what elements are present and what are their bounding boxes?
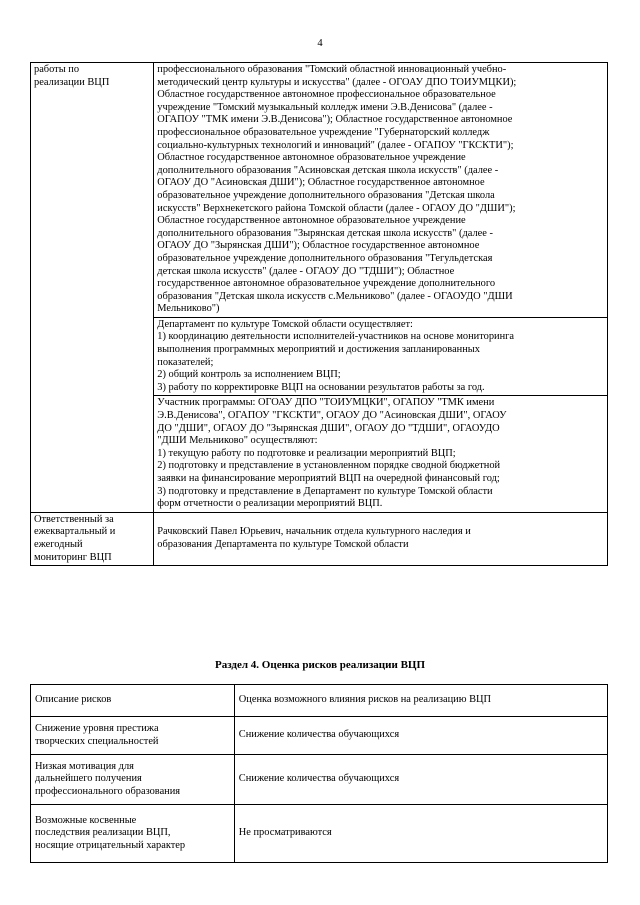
cell-line: социально-культурных технологий и инноваций" (далее - ОГАПОУ "ГКСКТИ"); bbox=[157, 139, 514, 151]
cell-line: Мельниково") bbox=[157, 303, 220, 315]
cell-line: ОГАОУ ДО "Асиновская ДШИ"); Областное государственное автономное bbox=[157, 177, 485, 189]
cell-line: ОГАОУ ДО "Зырянская ДШИ"); Областное государственное автономное bbox=[157, 240, 480, 252]
department-duties-cell bbox=[154, 317, 608, 396]
cell-line: Областное государственное автономное образовательное учреждение bbox=[157, 152, 466, 164]
header-cell: Описание рисков bbox=[31, 685, 235, 717]
cell-line: 1) текущую работу по подготовке и реализации мероприятий ВЦП; bbox=[157, 447, 456, 459]
cell-line: дальнейшего получения bbox=[35, 773, 142, 785]
cell-line: детская школа искусств" (далее - ОГАОУ ДО "ТДШИ"); Областное bbox=[157, 265, 455, 277]
label-cell bbox=[31, 63, 154, 513]
table-row bbox=[31, 63, 608, 318]
risk-cell bbox=[31, 805, 235, 863]
cell-line: мониторинг ВЦП bbox=[34, 551, 112, 563]
cell-line: дополнительного образования "Зырянская детская школа искусств" (далее - bbox=[157, 227, 493, 239]
cell-line: профессионального образования bbox=[35, 785, 181, 797]
cell-line: Департамент по культуре Томской области осуществляет: bbox=[157, 318, 413, 330]
responsible-person-cell bbox=[154, 512, 608, 565]
cell-line: творческих специальностей bbox=[35, 735, 159, 747]
cell-line: ДО "ДШИ", ОГАОУ ДО "Зырянская ДШИ", ОГАОУ ДО "ТДШИ", ОГАОУДО bbox=[157, 422, 500, 434]
cell-line: образовательное учреждение дополнительного образования "Детская школа bbox=[157, 189, 495, 201]
cell-line: ежеквартальный и bbox=[34, 526, 116, 538]
cell-line: методический центр культуры и искусства" (далее - ОГОАУ ДПО ТОИУМЦКИ); bbox=[157, 76, 517, 88]
cell-line: Областное государственное автономное профессиональное образовательное bbox=[157, 89, 496, 101]
participants-cell bbox=[154, 63, 608, 318]
cell-line: Низкая мотивация для bbox=[35, 760, 134, 772]
risks-table bbox=[30, 684, 608, 863]
cell-line: Рачковский Павел Юрьевич, начальник отдела культурного наследия и bbox=[157, 526, 471, 538]
cell-line: образования Департамента по культуре Томской области bbox=[157, 538, 409, 550]
cell-line: профессиональное образовательное учреждение "Губернаторский колледж bbox=[157, 126, 490, 138]
header-cell: Оценка возможного влияния рисков на реализацию ВЦП bbox=[234, 685, 607, 717]
responsibility-table bbox=[30, 62, 608, 566]
cell-line: носящие отрицательный характер bbox=[35, 839, 186, 851]
cell-line: Ответственный за bbox=[34, 513, 114, 525]
cell-line: работы по bbox=[34, 64, 80, 75]
cell-line: Возможные косвенные bbox=[35, 814, 137, 826]
section-title: Раздел 4. Оценка рисков реализации ВЦП bbox=[214, 659, 426, 671]
cell-line: последствия реализации ВЦП, bbox=[35, 827, 171, 839]
cell-line: искусств" Верхнекетского района Томской области (далее - ОГАОУ ДО "ДШИ"); bbox=[157, 202, 516, 214]
cell-line: учреждение "Томский музыкальный колледж имени Э.В.Денисова" (далее - bbox=[157, 101, 493, 113]
cell-line: Участник программы: ОГОАУ ДПО "ТОИУМЦКИ", ОГАПОУ "ТМК имени bbox=[157, 397, 495, 409]
table-row bbox=[31, 512, 608, 565]
cell-line: 3) работу по корректировке ВЦП на основании результатов работы за год. bbox=[157, 381, 485, 393]
cell-line: государственное автономное образовательное учреждение дополнительного bbox=[157, 278, 496, 290]
cell-line: форм отчетности о реализации мероприятий ВЦП. bbox=[157, 498, 383, 510]
cell-line: ОГАПОУ "ТМК имени Э.В.Денисова"); Областное государственное автономное bbox=[157, 114, 513, 126]
cell-line: профессионального образования "Томский областной инновационный учебно- bbox=[157, 64, 507, 75]
cell-line: выполнения программных мероприятий и достижения запланированных bbox=[157, 344, 480, 356]
table-header-row bbox=[31, 685, 608, 717]
cell-line: образовательное учреждение дополнительного образования "Тегульдетская bbox=[157, 252, 493, 264]
risk-cell bbox=[31, 717, 235, 755]
cell-line: 1) координацию деятельности исполнителей-участников на основе мониторинга bbox=[157, 331, 515, 343]
cell-line: 2) подготовку и представление в установленном порядке сводной бюджетной bbox=[157, 460, 501, 472]
cell-line: Э.В.Денисова", ОГАПОУ "ГКСКТИ", ОГАОУ ДО "Асиновская ДШИ", ОГАОУ bbox=[157, 410, 507, 422]
cell-line: Областное государственное автономное образовательное учреждение bbox=[157, 215, 466, 227]
cell-line: "ДШИ Мельниково" осуществляют: bbox=[157, 435, 318, 447]
cell-line: Снижение уровня престижа bbox=[35, 722, 159, 734]
impact-cell: Снижение количества обучающихся bbox=[234, 717, 607, 755]
participant-duties-cell bbox=[154, 396, 608, 512]
cell-line: реализации ВЦП bbox=[34, 76, 110, 88]
cell-line: заявки на финансирование мероприятий ВЦП на очередной финансовый год; bbox=[157, 473, 500, 484]
page-number: 4 bbox=[317, 38, 323, 49]
impact-cell: Снижение количества обучающихся bbox=[234, 755, 607, 805]
table-row bbox=[31, 805, 608, 863]
label-cell bbox=[31, 512, 154, 565]
risk-cell bbox=[31, 755, 235, 805]
cell-line: дополнительного образования "Асиновская детская школа искусств" (далее - bbox=[157, 164, 499, 176]
cell-line: образования "Детская школа искусств с.Мельниково" (далее - ОГАОУДО "ДШИ bbox=[157, 290, 513, 302]
table-row bbox=[31, 755, 608, 805]
cell-line: 3) подготовку и представление в Департамент по культуре Томской области bbox=[157, 485, 493, 497]
cell-line: показателей; bbox=[157, 356, 214, 368]
cell-line: ежегодный bbox=[34, 538, 83, 550]
cell-line: 2) общий контроль за исполнением ВЦП; bbox=[157, 369, 341, 381]
table-row bbox=[31, 717, 608, 755]
impact-cell: Не просматриваются bbox=[234, 805, 607, 863]
